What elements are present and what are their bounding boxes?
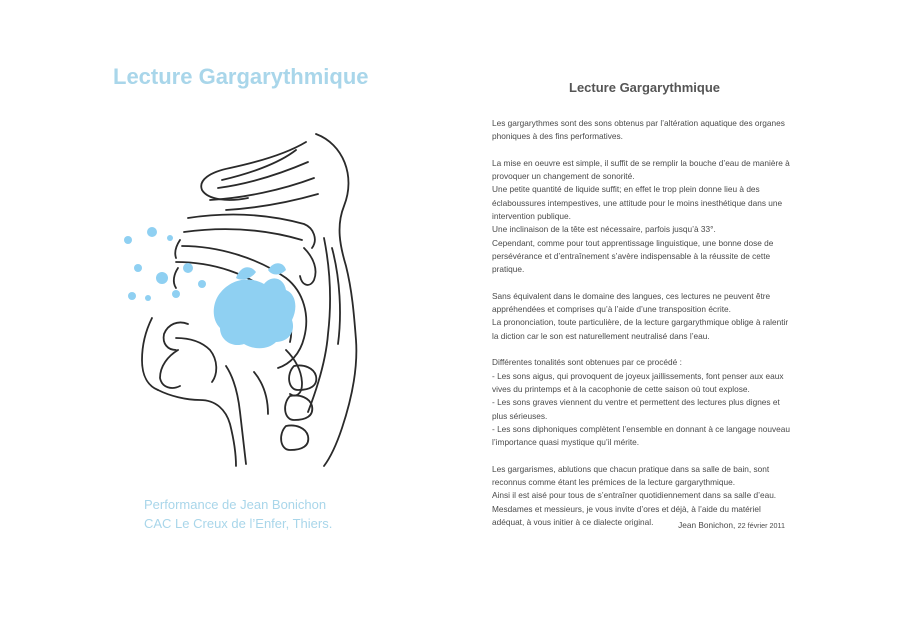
text-line: Ainsi il est aisé pour tous de s’entraîner quotidiennement dans sa salle d’eau. (492, 490, 777, 501)
text-line: - Les sons graves viennent du ventre et permettent des lectures plus dignes et plus sérieuses. (492, 397, 780, 421)
paragraph-1 (492, 117, 792, 144)
text-line: Les gargarismes, ablutions que chacun pratique dans sa salle de bain, sont reconnus comme étant les prémices de la lecture gargarythmique. (492, 463, 770, 488)
performance-credits (144, 495, 332, 533)
text-line: - Les sons aigus, qui provoquent de joyeux jaillissements, font penser aux eaux vives du printemps et à la cacophonie de cette saison où tout explose. (492, 370, 784, 394)
paragraph-4 (492, 356, 792, 449)
text-line: Sans équivalent dans le domaine des langues, ces lectures ne peuvent être appréhendées et comprises qu’à l’aide d’une transposition écrite. (492, 290, 771, 315)
text-line: Les gargarythmes sont des sons obtenus par l’altération aquatique des organes phoniques à des fins performatives. (492, 118, 785, 142)
credit-line-venue: CAC Le Creux de l’Enfer, Thiers. (144, 516, 333, 531)
text-line: Mesdames et messieurs, je vous invite d’ores et déjà, à l’aide du matériel adéquat, à vous initier à ce dialecte original. (492, 503, 761, 527)
text-line: La prononciation, toute particulière, de la lecture gargarythmique oblige à ralentir la diction car le son est naturellement neutralisé dans l’eau. (492, 317, 789, 341)
right-title: Lecture Gargarythmique (569, 80, 720, 95)
signature-date: 22 février 2011 (737, 521, 785, 530)
text-line: Cependant, comme pour tout apprentissage linguistique, une bonne dose de persévérance et d’entraînement s’avère indispensable à la réussite de cette pratique. (492, 237, 774, 275)
paragraph-3 (492, 290, 792, 343)
left-title: Lecture Gargarythmique (113, 64, 369, 89)
paragraph-2 (492, 157, 792, 277)
credit-line-performer: Performance de Jean Bonichon (144, 497, 327, 512)
signature-name: Jean Bonichon, (678, 520, 736, 530)
signature (678, 520, 785, 530)
text-line: Différentes tonalités sont obtenues par ce procédé : (492, 357, 682, 368)
text-line: - Les sons diphoniques complètent l’ensemble en donnant à ce langage nouveau l’importance quasi mystique qu’il mérite. (492, 423, 790, 448)
head-cross-section-illustration (118, 128, 388, 468)
article-body (492, 117, 792, 543)
text-line: Une inclinaison de la tête est nécessaire, parfois jusqu’à 33°. (492, 224, 716, 235)
text-line: La mise en oeuvre est simple, il suffit de se remplir la bouche d’eau de manière à provoquer un changement de sonorité. (492, 157, 790, 182)
text-line: Une petite quantité de liquide suffit; en effet le trop plein donne lieu à des éclaboussures intempestives, une attitude pour le moins inesthétique dans une intervention publique. (492, 184, 783, 222)
